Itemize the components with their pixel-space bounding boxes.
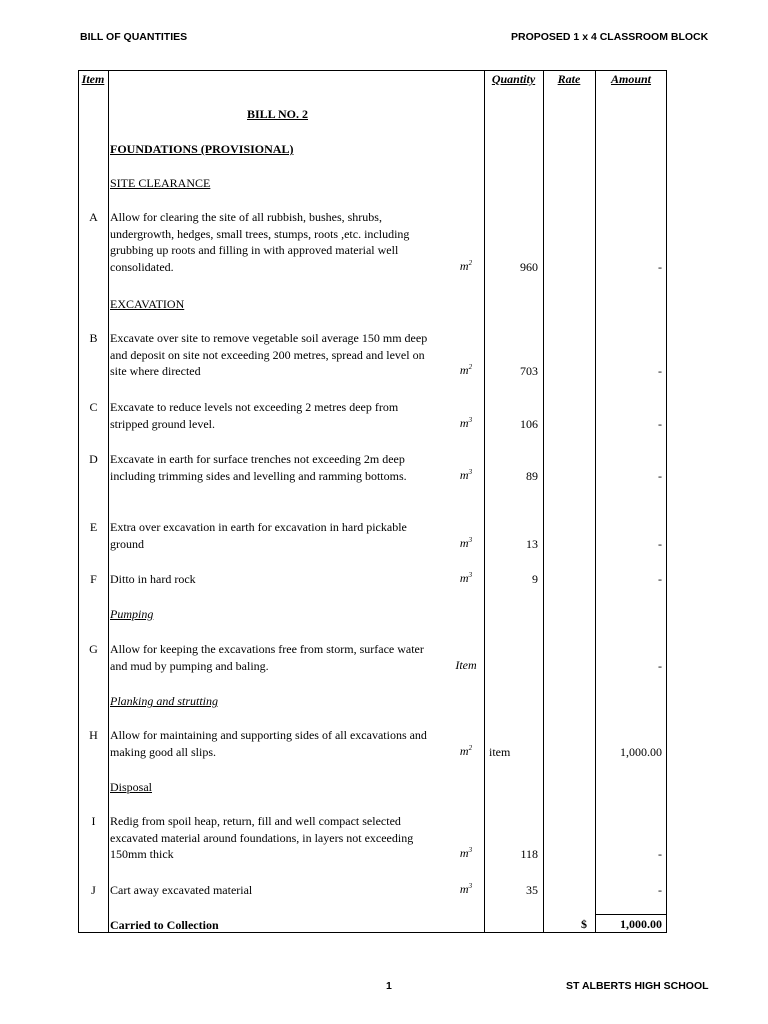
item-unit: $m^3$ bbox=[459, 846, 473, 860]
item-unit: $m^3$ bbox=[459, 535, 473, 550]
item-unit: $m^2$ bbox=[459, 363, 473, 377]
total-label: Carried to Collection bbox=[110, 918, 219, 932]
footer-school: ST ALBERTS HIGH SCHOOL bbox=[566, 980, 709, 992]
item-letter: I bbox=[91, 814, 96, 828]
item-description: Excavate to reduce levels not exceeding 2 metres deep from stripped ground level. bbox=[110, 400, 399, 431]
item-quantity: 960 bbox=[520, 259, 538, 274]
heading-disposal: Disposal bbox=[110, 780, 152, 794]
total-amount: 1,000.00 bbox=[620, 917, 662, 931]
item-description: Redig from spoil heap, return, fill and well compact selected excavated material around foundations, in layers not exceeding 150mm thick bbox=[110, 814, 414, 861]
item-description: Extra over excavation in earth for excavation in hard pickable ground bbox=[110, 520, 407, 551]
item-letter: J bbox=[91, 883, 96, 897]
item-letter: E bbox=[89, 520, 98, 534]
item-unit: $m^3$ bbox=[459, 415, 473, 430]
item-unit: $m^3$ bbox=[459, 467, 473, 482]
item-quantity: item bbox=[489, 744, 511, 759]
heading-excavation: EXCAVATION bbox=[110, 297, 185, 311]
item-quantity: 118 bbox=[520, 847, 538, 861]
bill-table bbox=[78, 70, 667, 933]
item-unit: $m^2$ bbox=[459, 743, 473, 758]
item-quantity: 89 bbox=[526, 468, 538, 483]
item-letter: G bbox=[89, 642, 98, 656]
item-amount: - bbox=[658, 658, 662, 673]
heading-planking: Planking and strutting bbox=[110, 694, 218, 708]
item-letter: C bbox=[89, 400, 98, 414]
item-description: Cart away excavated material bbox=[110, 883, 253, 897]
item-description: Excavate over site to remove vegetable soil average 150 mm deep and deposit on site not exceeding 200 metres, spread and level on site where directed bbox=[110, 331, 428, 378]
item-quantity: 13 bbox=[526, 536, 538, 551]
header-right: PROPOSED 1 x 4 CLASSROOM BLOCK bbox=[511, 31, 709, 43]
heading-pumping: Pumping bbox=[110, 607, 154, 621]
item-amount: - bbox=[658, 572, 662, 586]
item-amount: 1,000.00 bbox=[620, 744, 662, 759]
item-amount: - bbox=[658, 883, 662, 897]
total-currency: $ bbox=[581, 917, 587, 931]
item-description: Allow for keeping the excavations free from storm, surface water and mud by pumping and baling. bbox=[110, 642, 424, 673]
heading-site-clearance: SITE CLEARANCE bbox=[110, 176, 211, 190]
item-letter: D bbox=[89, 452, 98, 466]
item-amount: - bbox=[658, 259, 662, 274]
column-header-item: Item bbox=[81, 72, 105, 86]
header-left: BILL OF QUANTITIES bbox=[80, 31, 188, 43]
item-description: Allow for clearing the site of all rubbish, bushes, shrubs, undergrowth, hedges, small trees, stumps, roots ,etc. including grubbing up roots and filling in with approved material well consolidated. bbox=[110, 210, 410, 274]
item-unit: $m^2$ bbox=[459, 258, 473, 273]
item-quantity: 703 bbox=[520, 364, 538, 378]
item-description: Ditto in hard rock bbox=[110, 572, 196, 586]
item-amount: - bbox=[658, 468, 662, 483]
item-amount: - bbox=[658, 536, 662, 551]
item-letter: H bbox=[89, 728, 98, 742]
item-description: Excavate in earth for surface trenches not exceeding 2m deep including trimming sides and levelling and ramming bottoms. bbox=[110, 452, 407, 483]
column-header-rate: Rate bbox=[557, 72, 581, 86]
column-header-quantity: Quantity bbox=[491, 72, 536, 86]
item-letter: F bbox=[90, 572, 97, 586]
item-amount: - bbox=[658, 416, 662, 431]
page-number: 1 bbox=[386, 980, 392, 992]
item-unit: Item bbox=[455, 657, 477, 672]
item-amount: - bbox=[658, 847, 662, 861]
item-quantity: 9 bbox=[532, 572, 538, 586]
item-unit: $m^3$ bbox=[459, 882, 473, 896]
item-quantity: 106 bbox=[520, 416, 538, 431]
item-amount: - bbox=[658, 364, 662, 378]
bill-title: BILL NO. 2 bbox=[247, 107, 309, 121]
item-letter: B bbox=[89, 331, 98, 345]
item-letter: A bbox=[89, 210, 98, 224]
item-description: Allow for maintaining and supporting sides of all excavations and making good all slips. bbox=[110, 728, 427, 759]
item-quantity: 35 bbox=[526, 883, 538, 897]
section-title: FOUNDATIONS (PROVISIONAL) bbox=[110, 142, 294, 156]
item-unit: $m^3$ bbox=[459, 571, 473, 585]
column-header-amount: Amount bbox=[610, 72, 652, 86]
